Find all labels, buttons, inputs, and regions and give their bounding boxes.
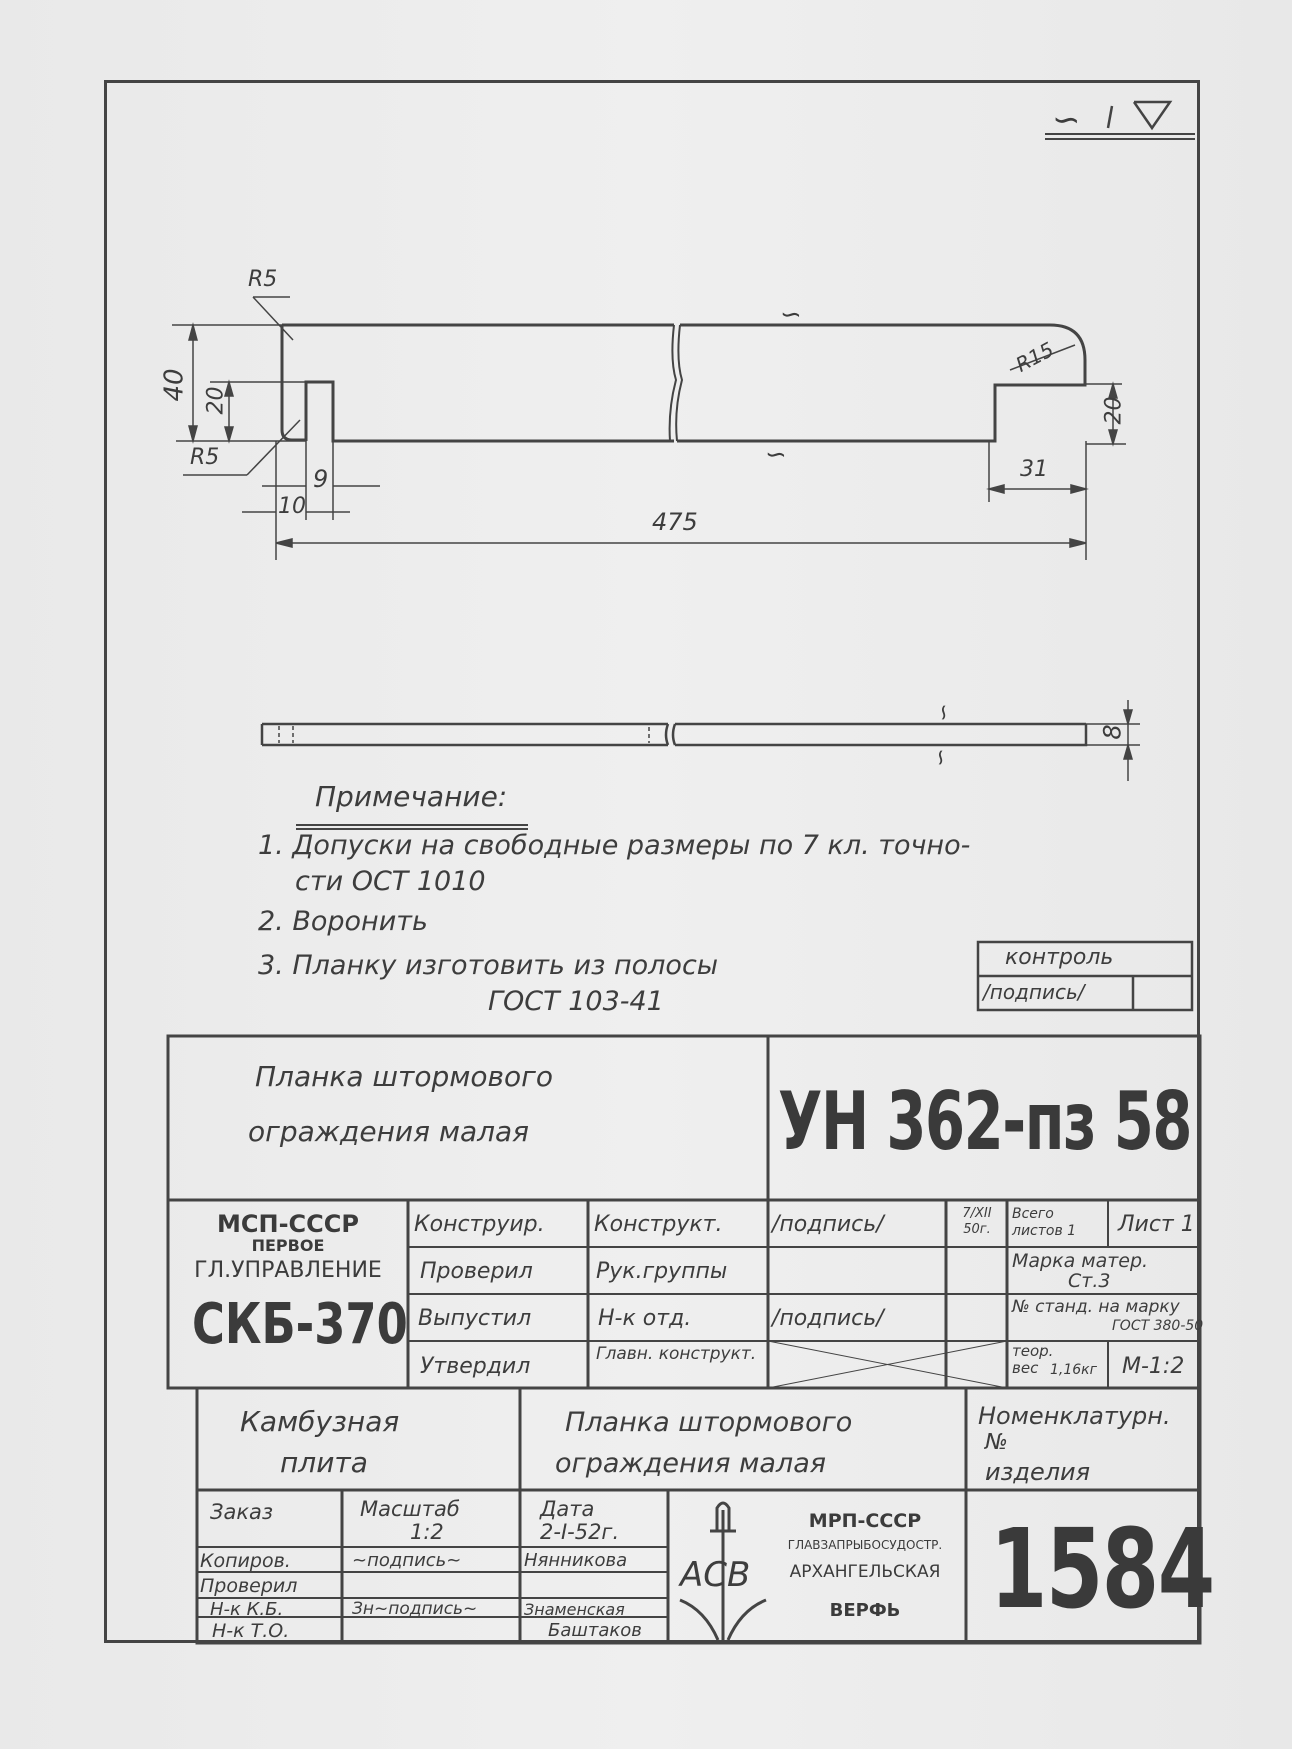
title-checker: Рук.группы: [596, 1259, 728, 1284]
sheets-total: Всего листов 1: [1012, 1206, 1077, 1239]
signature-designer: /подпись/: [772, 1212, 884, 1237]
part-name-line-1: Планка штормового: [255, 1060, 553, 1093]
role-designer: Конструир.: [414, 1212, 545, 1237]
weight-value: 1,16кг: [1050, 1362, 1097, 1378]
title-approver: Главн. конструкт.: [596, 1344, 757, 1364]
dim-height-left-notch: 20: [203, 386, 229, 415]
row-kb-head-role: Н-к К.Б.: [210, 1599, 284, 1620]
standard-label: № станд. на марку: [1012, 1297, 1180, 1317]
note-1-line-1: 1. Допуски на свободные размеры по 7 кл. точно-: [258, 830, 971, 861]
row-to-head-name: Баштаков: [548, 1620, 642, 1641]
dim-radius-top-left: R5: [248, 267, 278, 292]
side-surface-mark-bottom: ∽: [928, 748, 954, 767]
dim-length-total: 475: [652, 508, 698, 536]
surface-finish-wave: ∽: [1052, 100, 1081, 140]
role-issuer: Выпустил: [418, 1306, 532, 1331]
row-copier-role: Копиров.: [200, 1550, 291, 1572]
role-approver: Утвердил: [420, 1354, 531, 1379]
dim-radius-right: R15: [1011, 337, 1058, 377]
material-label: Марка матер.: [1012, 1250, 1149, 1272]
assembly-line-2: плита: [280, 1446, 368, 1479]
row-copier-signature: ~подпись~: [352, 1550, 462, 1571]
assembly-line-1: Камбузная: [240, 1405, 400, 1438]
surface-mark-bottom: ∽: [765, 440, 787, 470]
row-kb-head-name: Знаменская: [524, 1600, 625, 1619]
row-checker-role: Проверил: [200, 1575, 298, 1597]
dim-width-slot: 9: [313, 465, 329, 493]
nomenclature-line-3: изделия: [985, 1458, 1091, 1486]
order-label: Заказ: [210, 1500, 274, 1524]
standard-value: ГОСТ 380-50: [1112, 1318, 1204, 1334]
dim-radius-bottom-left: R5: [190, 445, 220, 470]
drawing-code: УН 362-пз 58: [778, 1075, 1192, 1168]
title-issuer: Н-к отд.: [598, 1306, 692, 1331]
control-header: контроль: [1005, 945, 1114, 970]
shipyard-city: АРХАНГЕЛЬСКАЯ: [789, 1562, 941, 1582]
note-2: 2. Воронить: [258, 906, 428, 937]
scale-value-top: М-1:2: [1122, 1354, 1185, 1379]
part-line-2: ограждения малая: [555, 1448, 826, 1479]
dim-height-right-step: 20: [1101, 396, 1127, 425]
note-1-line-2: сти ОСТ 1010: [295, 866, 486, 897]
shipyard-name: ВЕРФЬ: [829, 1600, 901, 1621]
note-3-line-1: 3. Планку изготовить из полосы: [258, 950, 719, 981]
part-line-1: Планка штормового: [565, 1407, 853, 1438]
org-directorate: ГЛ.УПРАВЛЕНИЕ: [194, 1258, 382, 1283]
item-number: 1584: [990, 1505, 1214, 1633]
title-designer: Конструкт.: [594, 1212, 723, 1237]
scale-value: 1:2: [410, 1520, 444, 1544]
row-copier-name: Нянникова: [524, 1550, 628, 1571]
note-3-line-2: ГОСТ 103-41: [488, 986, 664, 1017]
weight-label: теор. вес: [1012, 1342, 1054, 1377]
sheet-number: Лист 1: [1118, 1212, 1195, 1237]
dim-width-right-step: 31: [1020, 457, 1048, 482]
material-value: Ст.3: [1068, 1270, 1111, 1292]
logo-letters: АСВ: [680, 1555, 751, 1595]
dim-thickness: 8: [1098, 724, 1127, 740]
dim-offset-slot: 10: [278, 494, 306, 519]
shipyard-directorate: ГЛАВЗАПРЫБОСУДОСТР.: [787, 1538, 943, 1552]
org-ministry: МСП-СССР: [217, 1210, 359, 1238]
role-checker: Проверил: [420, 1259, 533, 1284]
org-skb: СКБ-370: [192, 1292, 408, 1357]
nomenclature-line-1: Номенклатурн.: [978, 1402, 1171, 1430]
notes-title: Примечание:: [315, 780, 508, 813]
row-to-head-role: Н-к Т.О.: [212, 1620, 290, 1642]
org-first: ПЕРВОЕ: [251, 1236, 325, 1255]
dim-height-total: 40: [159, 368, 190, 402]
date-value: 2-I-52г.: [540, 1520, 620, 1544]
signature-issuer: /подпись/: [772, 1306, 884, 1331]
row-kb-head-signature: Зн~подпись~: [352, 1599, 478, 1619]
date-label: Дата: [540, 1497, 595, 1521]
shipyard-ministry: МРП-СССР: [808, 1510, 922, 1532]
side-surface-mark-top: ∽: [931, 703, 957, 722]
date-designer: 7/XII 50г.: [962, 1206, 992, 1237]
nomenclature-line-2: №: [985, 1430, 1008, 1455]
scale-label: Масштаб: [360, 1497, 460, 1521]
part-name-line-2: ограждения малая: [248, 1115, 530, 1148]
control-signature: /подпись/: [983, 980, 1085, 1004]
surface-mark-top: ∽: [780, 300, 802, 330]
